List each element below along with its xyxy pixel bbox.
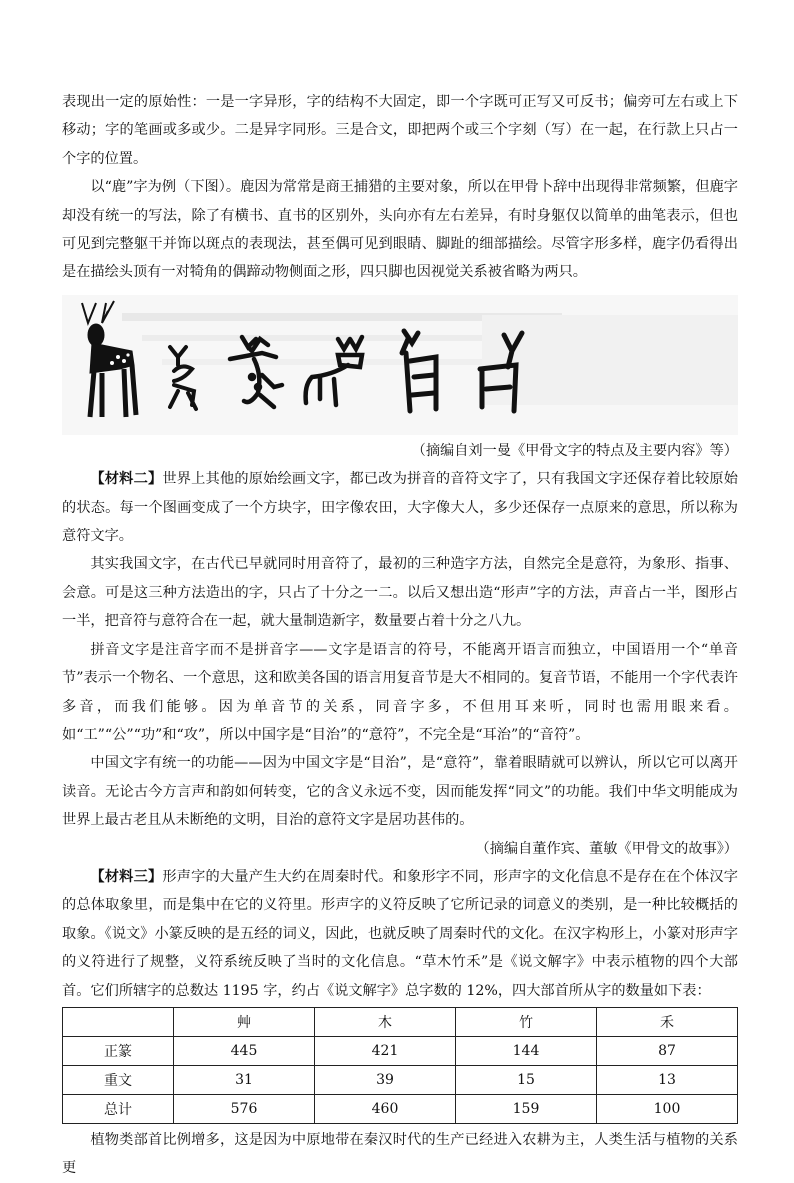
table-row-label: 正篆	[63, 1036, 174, 1065]
table-header-cell: 竹	[456, 1007, 597, 1036]
table-cell: 15	[456, 1065, 597, 1094]
deer-figure	[62, 295, 738, 435]
table-row	[63, 1094, 738, 1123]
table-cell: 576	[174, 1094, 315, 1123]
table-cell: 445	[174, 1036, 315, 1065]
deer-figure-svg	[62, 295, 738, 435]
table-cell: 39	[315, 1065, 456, 1094]
material3-paragraph-1	[62, 863, 738, 1005]
table-header-cell: 禾	[597, 1007, 738, 1036]
table-header-cell	[63, 1007, 174, 1036]
paragraph-intro: 表现出一定的原始性：一是一字异形，字的结构不大固定，即一个字既可正写又可反书；偏旁可左右或上下移动；字的笔画或多或少。二是异字同形。三是合文，即把两个或三个字刻（写）在一起，在行款上只占一个字的位置。	[62, 94, 738, 167]
table-cell: 31	[174, 1065, 315, 1094]
table-cell: 100	[597, 1094, 738, 1123]
material3-label: 【材料三】	[90, 868, 163, 885]
material2-paragraph-3: 拼音文字是注音字而不是拼音字——文字是语言的符号，不能离开语言而独立，中国语用一个“单音节”表示一个物名、一个意思，这和欧美各国的语言用复音节是大不相同的。复音节语，不能用一个字代表许多音，而我们能够。因为单音节的关系，同音字多，不但用耳来听，同时也需用眼来看。如“工”“公”“功”和“攻”，所以中国字是“目治”的“意符”，不完全是“耳治”的“音符”。	[62, 641, 738, 743]
table-cell: 13	[597, 1065, 738, 1094]
table-cell: 421	[315, 1036, 456, 1065]
radical-count-table	[62, 1007, 738, 1124]
document-page	[62, 88, 738, 1183]
material2-paragraph-4: 中国文字有统一的功能——因为中国文字是“目治”，是“意符”，靠着眼睛就可以辨认，所以它可以离开读音。无论古今方言声和韵如何转变，它的含义永远不变，因而能发挥“同文”的功能。我们中华文明能成为世界上最古老且从未断绝的文明，目治的意符文字是居功甚伟的。	[62, 755, 738, 829]
material2-source: （摘编自董作宾、董敏《甲骨文的故事》）	[475, 840, 738, 857]
table-cell: 144	[456, 1036, 597, 1065]
material3-paragraph-2: 植物类部首比例增多，这是因为中原地带在秦汉时代的生产已经进入农耕为主，人类生活与植物的关系更	[62, 1131, 738, 1177]
table-header-cell: 木	[315, 1007, 456, 1036]
table-header-cell: 艸	[174, 1007, 315, 1036]
material2-label: 【材料二】	[90, 471, 163, 488]
table-cell: 87	[597, 1036, 738, 1065]
table-row-label: 重文	[63, 1065, 174, 1094]
paragraph-deer-example: 以“鹿”字为例（下图）。鹿因为常常是商王捕猎的主要对象，所以在甲骨卜辞中出现得非常频繁，但鹿字却没有统一的写法，除了有横书、直书的区别外，头向亦有左右差异，有时身躯仅以简单的曲笔表示，但也可见到完整躯干并饰以斑点的表现法，甚至偶可见到眼睛、脚趾的细部描绘。尽管字形多样，鹿字仍看得出是在描绘头顶有一对犄角的偶蹄动物侧面之形，四只脚也因视觉关系被省略为两只。	[62, 179, 738, 281]
table-header-row	[63, 1007, 738, 1036]
figure-caption: （摘编自刘一曼《甲骨文字的特点及主要内容》等）	[411, 442, 738, 459]
material2-text-1: 世界上其他的原始绘画文字，都已改为拼音的音符文字了，只有我国文字还保存着比较原始的状态。每一个图画变成了一个方块字，田字像农田，大字像大人，多少还保存一点原来的意思，所以称为意符文字。	[62, 471, 738, 545]
material2-paragraph-1	[62, 465, 738, 550]
material2-paragraph-2: 其实我国文字，在古代已早就同时用音符了，最初的三种造字方法，自然完全是意符，为象形、指事、会意。可是这三种方法造出的字，只占了十分之一二。以后又想出造“形声”字的方法，声音占一半，图形占一半，把音符与意符合在一起，就大量制造新字，数量要占着十分之八九。	[62, 556, 738, 630]
material3-text-1: 形声字的大量产生大约在周秦时代。和象形字不同，形声字的文化信息不是存在在个体汉字的总体取象里，而是集中在它的义符里。形声字的义符反映了它所记录的词意义的类别，是一种比较概括的取象。《说文》小篆反映的是五经的词义，因此，也就反映了周秦时代的文化。在汉字构形上，小篆对形声字的义符进行了规整，义符系统反映了当时的文化信息。“草木竹禾”是《说文解字》中表示植物的四个大部首。它们所辖字的总数达 1195 字，约占《说文解字》总字数的 12%，四大部首所从字的数量如下表：	[62, 868, 738, 999]
table-cell: 159	[456, 1094, 597, 1123]
table-row-label: 总计	[63, 1094, 174, 1123]
table-row	[63, 1036, 738, 1065]
table-cell: 460	[315, 1094, 456, 1123]
table-row	[63, 1065, 738, 1094]
